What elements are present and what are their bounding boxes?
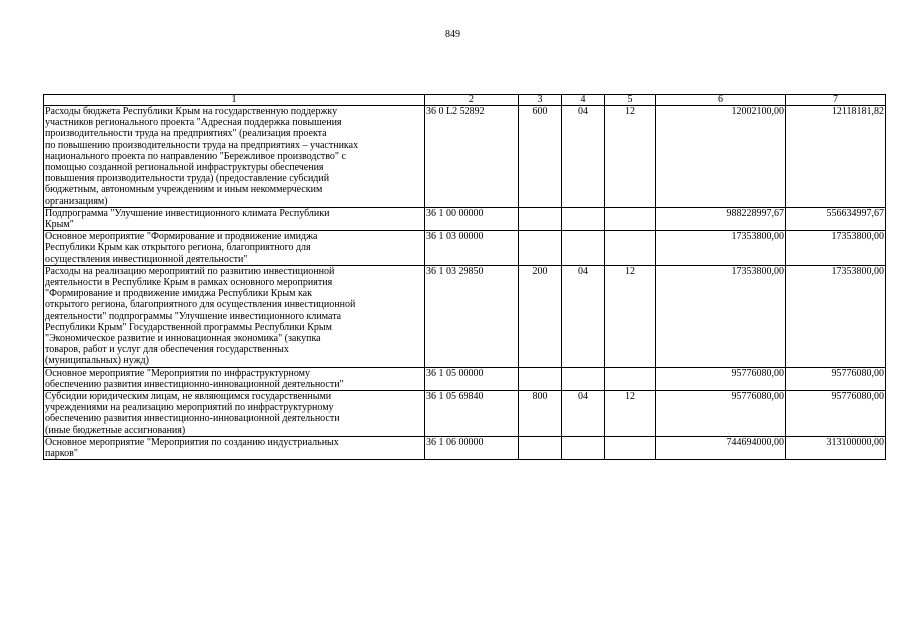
expense-type [519,231,562,266]
expense-type [519,207,562,230]
section-code [562,436,605,459]
expense-name: Расходы бюджета Республики Крым на государственную поддержку участников регионального проекта "Адресная поддержка повышения производительности труда на предприятиях" (реализация проекта по повышению производительности труда на предприятиях – участниках национального проекта по направлению "Бережливое производство" с помощью созданной региональной инфраструктуры обеспечения повышения производительности труда) (предоставление субсидий бюджетным, автономным учреждениям и иным некоммерческим организациям) [44,106,425,208]
amount-col6: 17353800,00 [656,265,786,367]
expense-type: 200 [519,265,562,367]
amount-col7: 12118181,82 [786,106,886,208]
amount-col6: 95776080,00 [656,391,786,437]
expense-name: Основное мероприятие "Мероприятия по созданию индустриальных парков" [44,436,425,459]
table-row [44,207,886,230]
target-code: 36 1 00 00000 [425,207,519,230]
section-code [562,367,605,390]
subsection-code: 12 [605,265,656,367]
budget-table [43,94,886,460]
target-code: 36 1 03 29850 [425,265,519,367]
target-code: 36 0 L2 52892 [425,106,519,208]
expense-type [519,367,562,390]
subsection-code: 12 [605,391,656,437]
page-number: 849 [445,29,460,40]
expense-name: Подпрограмма "Улучшение инвестиционного климата Республики Крым" [44,207,425,230]
table-row [44,436,886,459]
subsection-code [605,367,656,390]
column-header: 1 [44,95,425,106]
column-header-row [44,95,886,106]
expense-name: Основное мероприятие "Мероприятия по инфраструктурному обеспечению развития инвестиционно-инновационной деятельности" [44,367,425,390]
expense-name: Основное мероприятие "Формирование и продвижение имиджа Республики Крым как открытого региона, благоприятного для осуществления инвестиционной деятельности" [44,231,425,266]
amount-col7: 95776080,00 [786,391,886,437]
column-header: 5 [605,95,656,106]
amount-col6: 744694000,00 [656,436,786,459]
expense-name: Расходы на реализацию мероприятий по развитию инвестиционной деятельности в Республике Крым в рамках основного мероприятия "Формирование и продвижение имиджа Республики Крым как открытого региона, благоприятного для осуществления инвестиционной деятельности" подпрограммы "Улучшение инвестиционного климата Республики Крым" Государственной программы Республики Крым "Экономическое развитие и инновационная экономика" (закупка товаров, работ и услуг для обеспечения государственных (муниципальных) нужд) [44,265,425,367]
section-code [562,231,605,266]
target-code: 36 1 05 00000 [425,367,519,390]
expense-name: Субсидии юридическим лицам, не являющимся государственными учреждениями на реализацию мероприятий по инфраструктурному обеспечению развития инвестиционно-инновационной деятельности (иные бюджетные ассигнования) [44,391,425,437]
target-code: 36 1 05 69840 [425,391,519,437]
table-row [44,367,886,390]
target-code: 36 1 03 00000 [425,231,519,266]
amount-col7: 17353800,00 [786,265,886,367]
subsection-code: 12 [605,106,656,208]
target-code: 36 1 06 00000 [425,436,519,459]
amount-col7: 17353800,00 [786,231,886,266]
amount-col7: 313100000,00 [786,436,886,459]
amount-col7: 556634997,67 [786,207,886,230]
subsection-code [605,436,656,459]
table-row [44,265,886,367]
expense-type: 800 [519,391,562,437]
subsection-code [605,207,656,230]
subsection-code [605,231,656,266]
amount-col6: 95776080,00 [656,367,786,390]
amount-col6: 12002100,00 [656,106,786,208]
column-header: 3 [519,95,562,106]
amount-col6: 988228997,67 [656,207,786,230]
table-row [44,391,886,437]
amount-col6: 17353800,00 [656,231,786,266]
table-row [44,106,886,208]
expense-type: 600 [519,106,562,208]
column-header: 4 [562,95,605,106]
section-code: 04 [562,391,605,437]
column-header: 7 [786,95,886,106]
section-code: 04 [562,265,605,367]
table-row [44,231,886,266]
column-header: 6 [656,95,786,106]
section-code [562,207,605,230]
amount-col7: 95776080,00 [786,367,886,390]
expense-type [519,436,562,459]
column-header: 2 [425,95,519,106]
section-code: 04 [562,106,605,208]
